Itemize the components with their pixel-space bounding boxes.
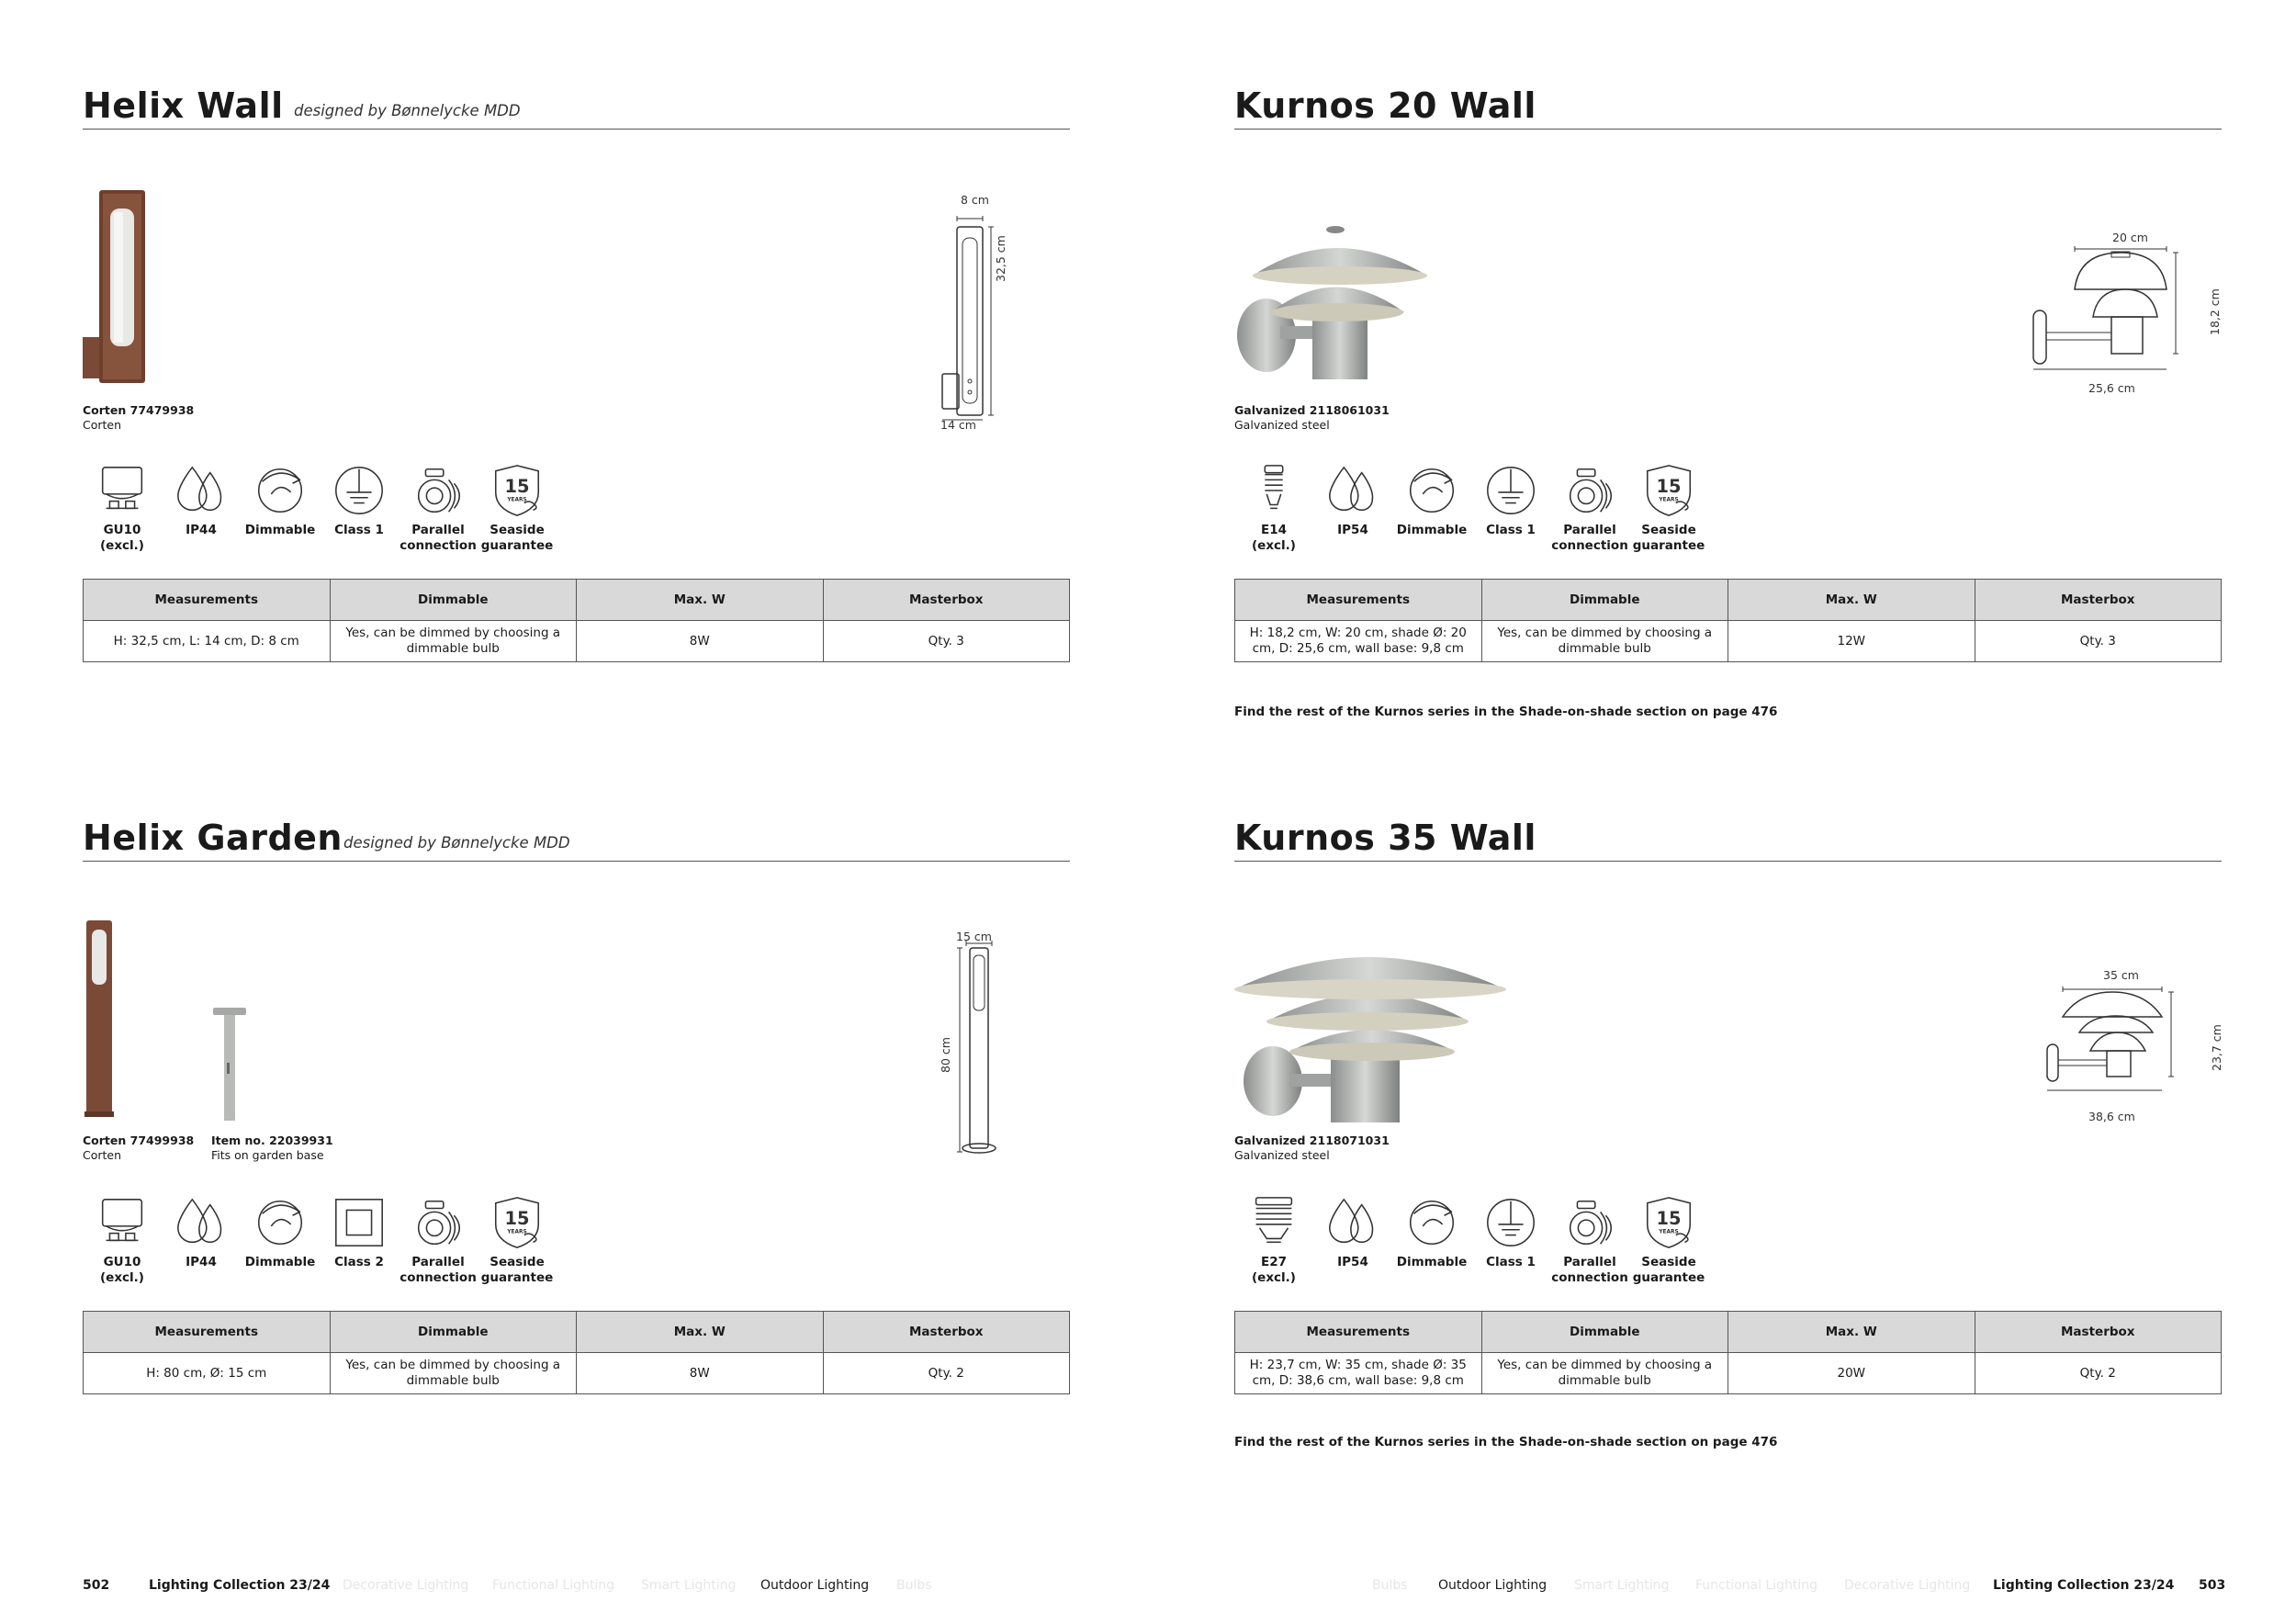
header-measurements: Measurements xyxy=(84,1312,331,1353)
parallel-connection-icon xyxy=(1561,1194,1618,1251)
dim-bottom: 38,6 cm xyxy=(2088,1110,2135,1123)
table-row xyxy=(1235,1353,2222,1394)
title-row xyxy=(83,810,1070,862)
feature-label: GU10 xyxy=(103,523,141,537)
class1-earth-icon xyxy=(331,462,388,519)
dimmable-icon xyxy=(1403,1194,1460,1251)
spec-table xyxy=(83,1311,1070,1394)
product-title: Kurnos 20 Wall xyxy=(1234,85,1536,126)
cell-measurements: H: 80 cm, Ø: 15 cm xyxy=(84,1353,331,1394)
feature-label-block xyxy=(83,523,162,554)
caption xyxy=(1234,403,1390,433)
feature-label-block xyxy=(83,1255,162,1286)
cell-masterbox: Qty. 2 xyxy=(1975,1353,2222,1394)
nav-outdoor-lighting[interactable]: Outdoor Lighting xyxy=(1438,1578,1548,1593)
feature-seaside-guarantee xyxy=(1629,1194,1708,1286)
dim-top: 35 cm xyxy=(2103,968,2139,982)
nav-smart-lighting[interactable]: Smart Lighting xyxy=(641,1578,737,1593)
series-note: Find the rest of the Kurnos series in the Shade-on-shade section on page 476 xyxy=(1234,1435,1778,1449)
feature-label: IP44 xyxy=(186,523,217,537)
feature-label: IP54 xyxy=(1337,523,1368,537)
caption-code: Corten 77479938 xyxy=(83,403,195,417)
page-number: 502 xyxy=(83,1578,110,1593)
section-kurnos-20-wall xyxy=(1234,78,2222,776)
feature-label-block xyxy=(1313,1255,1392,1270)
feature-label: Dimmable xyxy=(244,1255,316,1269)
feature-label: Dimmable xyxy=(244,523,316,537)
dim-side: 18,2 cm xyxy=(2208,288,2222,335)
table-header-row xyxy=(84,580,1070,621)
cell-dimmable: Yes, can be dimmed by choosing a dimmable bulb xyxy=(330,1353,577,1394)
feature-label: E14 xyxy=(1260,523,1287,537)
feature-class1-earth xyxy=(1471,462,1550,538)
feature-label-line2: (excl.) xyxy=(100,1270,144,1285)
feature-label-block xyxy=(1629,1255,1708,1286)
parallel-connection-icon xyxy=(1561,462,1618,519)
class2-icon xyxy=(331,1194,388,1251)
feature-e14-bulb xyxy=(1234,462,1313,554)
feature-label-block xyxy=(399,523,478,554)
feature-label-block xyxy=(1313,523,1392,538)
dim-side: 23,7 cm xyxy=(2210,1024,2223,1071)
feature-label-line2: connection xyxy=(1551,1270,1628,1285)
table-row xyxy=(1235,621,2222,662)
section-helix-wall xyxy=(83,78,1070,776)
dimmable-icon xyxy=(252,1194,309,1251)
nav-decorative-lighting[interactable]: Decorative Lighting xyxy=(343,1578,469,1593)
feature-e27-bulb xyxy=(1234,1194,1313,1286)
feature-label-block xyxy=(1471,1255,1550,1270)
ip-drops-icon xyxy=(173,462,230,519)
feature-label-block xyxy=(1234,1255,1313,1286)
spec-table xyxy=(1234,579,2222,662)
feature-icons xyxy=(83,462,597,563)
feature-class2 xyxy=(320,1194,399,1270)
header-dimmable: Dimmable xyxy=(330,580,577,621)
class1-earth-icon xyxy=(1482,1194,1539,1251)
feature-label-line2: guarantee xyxy=(1632,1270,1705,1285)
feature-dimmable xyxy=(1392,462,1471,538)
caption-finish: Galvanized steel xyxy=(1234,418,1330,432)
parallel-connection-icon xyxy=(410,462,467,519)
feature-dimmable xyxy=(241,1194,320,1270)
dimension-drawing xyxy=(2024,976,2208,1104)
header-dimmable: Dimmable xyxy=(1481,1312,1728,1353)
feature-label: Dimmable xyxy=(1396,1255,1468,1269)
feature-parallel-connection xyxy=(399,462,478,554)
nav-decorative-lighting[interactable]: Decorative Lighting xyxy=(1844,1578,1971,1593)
feature-label: IP44 xyxy=(186,1255,217,1269)
feature-icons xyxy=(1234,462,1749,563)
seaside-guarantee-icon xyxy=(1640,462,1697,519)
feature-label: Dimmable xyxy=(1396,523,1468,537)
cell-measurements: H: 18,2 cm, W: 20 cm, shade Ø: 20 cm, D: 25,6 cm, wall base: 9,8 cm xyxy=(1235,621,1482,662)
dim-top: 8 cm xyxy=(961,193,989,207)
feature-label-line2: guarantee xyxy=(1632,538,1705,553)
header-dimmable: Dimmable xyxy=(1481,580,1728,621)
page-number: 503 xyxy=(2199,1578,2226,1593)
feature-label: Parallel xyxy=(1563,523,1616,537)
section-kurnos-35-wall xyxy=(1234,810,2222,1508)
product-photo xyxy=(83,920,119,1122)
title-row xyxy=(1234,78,2222,130)
feature-label-block xyxy=(1234,523,1313,554)
class1-earth-icon xyxy=(1482,462,1539,519)
caption-finish: Corten xyxy=(83,418,122,432)
header-max-w: Max. W xyxy=(577,580,824,621)
cell-max-w: 20W xyxy=(1728,1353,1975,1394)
badge-years: YEARS xyxy=(1659,1229,1679,1235)
cell-max-w: 8W xyxy=(577,1353,824,1394)
feature-label-block xyxy=(1550,523,1629,554)
feature-label-block xyxy=(162,523,241,538)
feature-label-block xyxy=(1471,523,1550,538)
feature-label-line2: connection xyxy=(400,538,477,553)
feature-ip-drops xyxy=(162,1194,241,1270)
feature-label: Class 1 xyxy=(1486,1255,1536,1269)
nav-bulbs[interactable]: Bulbs xyxy=(896,1578,932,1593)
feature-label-line2: connection xyxy=(1551,538,1628,553)
cell-max-w: 12W xyxy=(1728,621,1975,662)
feature-parallel-connection xyxy=(1550,462,1629,554)
cell-measurements: H: 32,5 cm, L: 14 cm, D: 8 cm xyxy=(84,621,331,662)
feature-label-block xyxy=(320,1255,399,1270)
header-measurements: Measurements xyxy=(84,580,331,621)
feature-seaside-guarantee xyxy=(478,1194,557,1286)
caption-finish: Galvanized steel xyxy=(1234,1148,1330,1162)
collection-label: Lighting Collection 23/24 xyxy=(149,1578,331,1593)
feature-label-line2: (excl.) xyxy=(1252,538,1296,553)
nav-outdoor-lighting[interactable]: Outdoor Lighting xyxy=(760,1578,870,1593)
dimmable-icon xyxy=(252,462,309,519)
cell-dimmable: Yes, can be dimmed by choosing a dimmable bulb xyxy=(330,621,577,662)
cell-measurements: H: 23,7 cm, W: 35 cm, shade Ø: 35 cm, D: 38,6 cm, wall base: 9,8 cm xyxy=(1235,1353,1482,1394)
feature-ip-drops xyxy=(1313,462,1392,538)
spec-table xyxy=(1234,1311,2222,1394)
header-max-w: Max. W xyxy=(577,1312,824,1353)
ip-drops-icon xyxy=(1324,462,1381,519)
product-photo xyxy=(1234,225,1436,390)
e27-bulb-icon xyxy=(1245,1194,1302,1251)
seaside-guarantee-icon xyxy=(1640,1194,1697,1251)
ip-drops-icon xyxy=(1324,1194,1381,1251)
dimmable-icon xyxy=(1403,462,1460,519)
feature-label: Class 1 xyxy=(1486,523,1536,537)
feature-label-line2: connection xyxy=(400,1270,477,1285)
badge-number: 15 xyxy=(504,475,530,497)
caption xyxy=(83,403,194,433)
collection-label: Lighting Collection 23/24 xyxy=(1993,1578,2175,1593)
feature-dimmable xyxy=(1392,1194,1471,1270)
parallel-connection-icon xyxy=(410,1194,467,1251)
feature-label-block xyxy=(1392,523,1471,538)
nav-bulbs[interactable]: Bulbs xyxy=(1372,1578,1408,1593)
table-header-row xyxy=(1235,580,2222,621)
badge-years: YEARS xyxy=(1659,497,1679,503)
header-masterbox: Masterbox xyxy=(1975,1312,2222,1353)
feature-ip-drops xyxy=(1313,1194,1392,1270)
feature-label-block xyxy=(1629,523,1708,554)
dimension-drawing xyxy=(909,190,1019,429)
gu10-bulb-icon xyxy=(94,1194,151,1251)
badge-number: 15 xyxy=(1656,1207,1682,1229)
header-max-w: Max. W xyxy=(1728,1312,1975,1353)
cell-masterbox: Qty. 3 xyxy=(823,621,1070,662)
feature-label-block xyxy=(162,1255,241,1270)
feature-label: Class 1 xyxy=(334,523,384,537)
feature-label-line2: (excl.) xyxy=(100,538,144,553)
header-masterbox: Masterbox xyxy=(823,580,1070,621)
dim-top: 15 cm xyxy=(956,930,992,943)
cell-dimmable: Yes, can be dimmed by choosing a dimmable bulb xyxy=(1481,1353,1728,1394)
feature-gu10-bulb xyxy=(83,462,162,554)
title-row xyxy=(83,78,1070,130)
header-masterbox: Masterbox xyxy=(823,1312,1070,1353)
header-max-w: Max. W xyxy=(1728,580,1975,621)
cell-masterbox: Qty. 2 xyxy=(823,1353,1070,1394)
dim-side: 32,5 cm xyxy=(994,235,1007,282)
feature-label: Class 2 xyxy=(334,1255,384,1269)
dim-bottom: 14 cm xyxy=(940,418,976,432)
feature-label-line2: (excl.) xyxy=(1252,1270,1296,1285)
dimension-drawing xyxy=(2024,230,2208,377)
table-row xyxy=(84,1353,1070,1394)
feature-label: Seaside xyxy=(1641,1255,1696,1269)
product-title: Kurnos 35 Wall xyxy=(1234,818,1536,858)
feature-label-block xyxy=(320,523,399,538)
caption xyxy=(83,1133,194,1163)
feature-label: GU10 xyxy=(103,1255,141,1269)
feature-class1-earth xyxy=(320,462,399,538)
caption-code: Galvanized 2118061031 xyxy=(1234,403,1390,417)
feature-label-block xyxy=(478,1255,557,1286)
badge-number: 15 xyxy=(1656,475,1682,497)
cell-masterbox: Qty. 3 xyxy=(1975,621,2222,662)
caption-code: Corten 77499938 xyxy=(83,1133,195,1147)
feature-label-block xyxy=(478,523,557,554)
product-photo xyxy=(83,190,184,388)
product-photo xyxy=(1234,934,1510,1122)
feature-label-line2: guarantee xyxy=(480,538,554,553)
dim-top: 20 cm xyxy=(2112,231,2148,244)
badge-number: 15 xyxy=(504,1207,530,1229)
nav-functional-lighting[interactable]: Functional Lighting xyxy=(492,1578,615,1593)
caption-code: Item no. 22039931 xyxy=(211,1133,333,1147)
feature-ip-drops xyxy=(162,462,241,538)
garden-base-photo xyxy=(211,1008,248,1122)
caption-garden-base xyxy=(211,1133,333,1163)
feature-label-block xyxy=(1392,1255,1471,1270)
product-title: Helix Garden xyxy=(83,818,343,858)
nav-smart-lighting[interactable]: Smart Lighting xyxy=(1574,1578,1670,1593)
feature-label: Parallel xyxy=(1563,1255,1616,1269)
feature-gu10-bulb xyxy=(83,1194,162,1286)
caption-finish: Corten xyxy=(83,1148,122,1162)
feature-parallel-connection xyxy=(1550,1194,1629,1286)
dim-side: 80 cm xyxy=(939,1037,952,1073)
table-header-row xyxy=(84,1312,1070,1353)
feature-label-line2: guarantee xyxy=(480,1270,554,1285)
feature-icons xyxy=(1234,1194,1749,1295)
feature-label: Seaside xyxy=(1641,523,1696,537)
badge-years: YEARS xyxy=(507,497,527,503)
seaside-guarantee-icon xyxy=(489,1194,546,1251)
ip-drops-icon xyxy=(173,1194,230,1251)
cell-dimmable: Yes, can be dimmed by choosing a dimmable bulb xyxy=(1481,621,1728,662)
feature-label: Parallel xyxy=(411,523,465,537)
feature-label: Seaside xyxy=(490,523,545,537)
feature-seaside-guarantee xyxy=(478,462,557,554)
gu10-bulb-icon xyxy=(94,462,151,519)
caption xyxy=(1234,1133,1390,1163)
series-note: Find the rest of the Kurnos series in the Shade-on-shade section on page 476 xyxy=(1234,705,1778,719)
feature-label: IP54 xyxy=(1337,1255,1368,1269)
feature-seaside-guarantee xyxy=(1629,462,1708,554)
table-header-row xyxy=(1235,1312,2222,1353)
feature-label-block xyxy=(1550,1255,1629,1286)
badge-years: YEARS xyxy=(507,1229,527,1235)
nav-functional-lighting[interactable]: Functional Lighting xyxy=(1695,1578,1818,1593)
caption-code: Galvanized 2118071031 xyxy=(1234,1133,1390,1147)
feature-parallel-connection xyxy=(399,1194,478,1286)
designer-credit: designed by Bønnelycke MDD xyxy=(343,834,570,851)
feature-label-block xyxy=(399,1255,478,1286)
header-dimmable: Dimmable xyxy=(330,1312,577,1353)
feature-dimmable xyxy=(241,462,320,538)
designer-credit: designed by Bønnelycke MDD xyxy=(294,102,521,119)
table-row xyxy=(84,621,1070,662)
section-helix-garden xyxy=(83,810,1070,1508)
e14-bulb-icon xyxy=(1245,462,1302,519)
seaside-guarantee-icon xyxy=(489,462,546,519)
feature-label-block xyxy=(241,1255,320,1270)
feature-icons xyxy=(83,1194,597,1295)
feature-label: Parallel xyxy=(411,1255,465,1269)
header-masterbox: Masterbox xyxy=(1975,580,2222,621)
spec-table xyxy=(83,579,1070,662)
caption-finish: Fits on garden base xyxy=(211,1148,324,1162)
feature-label: E27 xyxy=(1260,1255,1287,1269)
feature-class1-earth xyxy=(1471,1194,1550,1270)
header-measurements: Measurements xyxy=(1235,1312,1482,1353)
feature-label-block xyxy=(241,523,320,538)
header-measurements: Measurements xyxy=(1235,580,1482,621)
dim-bottom: 25,6 cm xyxy=(2088,381,2135,395)
feature-label: Seaside xyxy=(490,1255,545,1269)
cell-max-w: 8W xyxy=(577,621,824,662)
title-row xyxy=(1234,810,2222,862)
product-title: Helix Wall xyxy=(83,85,284,126)
